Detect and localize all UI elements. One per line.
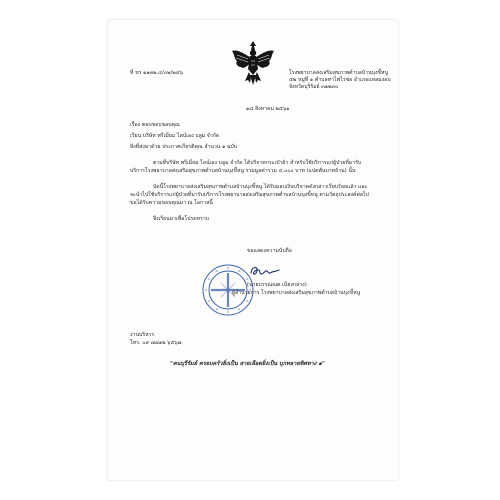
organization-name: โรงพยาบาลส่งเสริมสุขภาพตำบลบ้านบุงขี้หนู: [289, 70, 389, 76]
signer-name: (นายบรรณณต เนียงกลาง): [247, 282, 307, 288]
footer-department: งานบริหาร: [130, 332, 155, 338]
letter-recipient: เรียน บริษัท พรีเมี่ยม ไลน์เอง บลูม จำกัด: [130, 133, 220, 139]
letter-subject: เรื่อง ตอบขอบขอบคุณ: [130, 122, 180, 128]
body-paragraph-1-line-2: บริการโรงพยาบาลส่งเสริมสุขภาพตำบลบ้านบุงขี้หนู รวมมูลค่ารวม ๔,๐๐๐ บาท (แปดพันบาทถ้วน) นั้น: [130, 168, 356, 174]
body-paragraph-2-line-3: ขอได้รับความขอบคุณมา ณ โอกาสนี้: [130, 200, 213, 206]
closing-request: จึงเรียนมาเพื่อโปรดทราบ: [153, 216, 210, 222]
handwritten-signature: [248, 263, 282, 279]
letter-date: ๑๘ สิงหาคม ๒๕๖๑: [246, 106, 290, 112]
footer-motto: "คนบุรีรัมย์ ครอบครัวยิ่งเป็น สายเลือดยิ่งเป็น บุกทลายทิศทาง ๑": [170, 361, 325, 367]
letter-page: [108, 20, 398, 480]
garuda-emblem-icon: [231, 39, 275, 85]
closing-salutation: ขอแสดงความนับถือ: [247, 248, 292, 254]
organization-address-line-2: จังหวัดบุรีรัมย์ ๓๑๒๓๐: [289, 84, 339, 90]
signer-position: ผู้อำนวยการ โรงพยาบาลส่งเสริมสุขภาพตำบลบ้านบุงขี้หนู: [232, 290, 361, 296]
letter-attachment: สิ่งที่ส่งมาด้วย ประกาศเกียรติคุณ จำนวน ๑ ฉบับ: [130, 144, 238, 150]
body-paragraph-1-line-1: ตามที่บริษัท พรีเมี่ยม ไลน์เอง บลูม จำกัด ได้บริจาคกระเป๋าผ้า สำหรับใช้บริการแก่ผู้ป่วยที่มารับ: [153, 160, 362, 166]
organization-address-line-1: ๕๒ หมู่ที่ ๑ ตำบลท่าไฟไร่ช่อ อำเภอแหลมงอบ: [289, 77, 391, 83]
reference-number: ที่ ขร ๑๑๓๒.๔/๐๒/๒๔๖: [130, 70, 183, 76]
footer-phone: โทร. ๐๙ ๗๘๑๒ ๖๕๖๗: [130, 340, 182, 346]
body-paragraph-2-line-1: บัดนี้โรงพยาบาลส่งเสริมสุขภาพตำบลบ้านบุงขี้หนู ได้รับมอบเงินบริจาคดังกล่าวเรียบร้อยแล้ว และ: [153, 184, 368, 190]
body-paragraph-2-line-2: จะนำไปใช้บริการแก่ผู้ป่วยที่มารับบริการโรงพยาบาลส่งเสริมสุขภาพตำบลบ้านบุงขี้หนู ตามวัตถุประสงค์ต่อไป: [130, 192, 369, 198]
